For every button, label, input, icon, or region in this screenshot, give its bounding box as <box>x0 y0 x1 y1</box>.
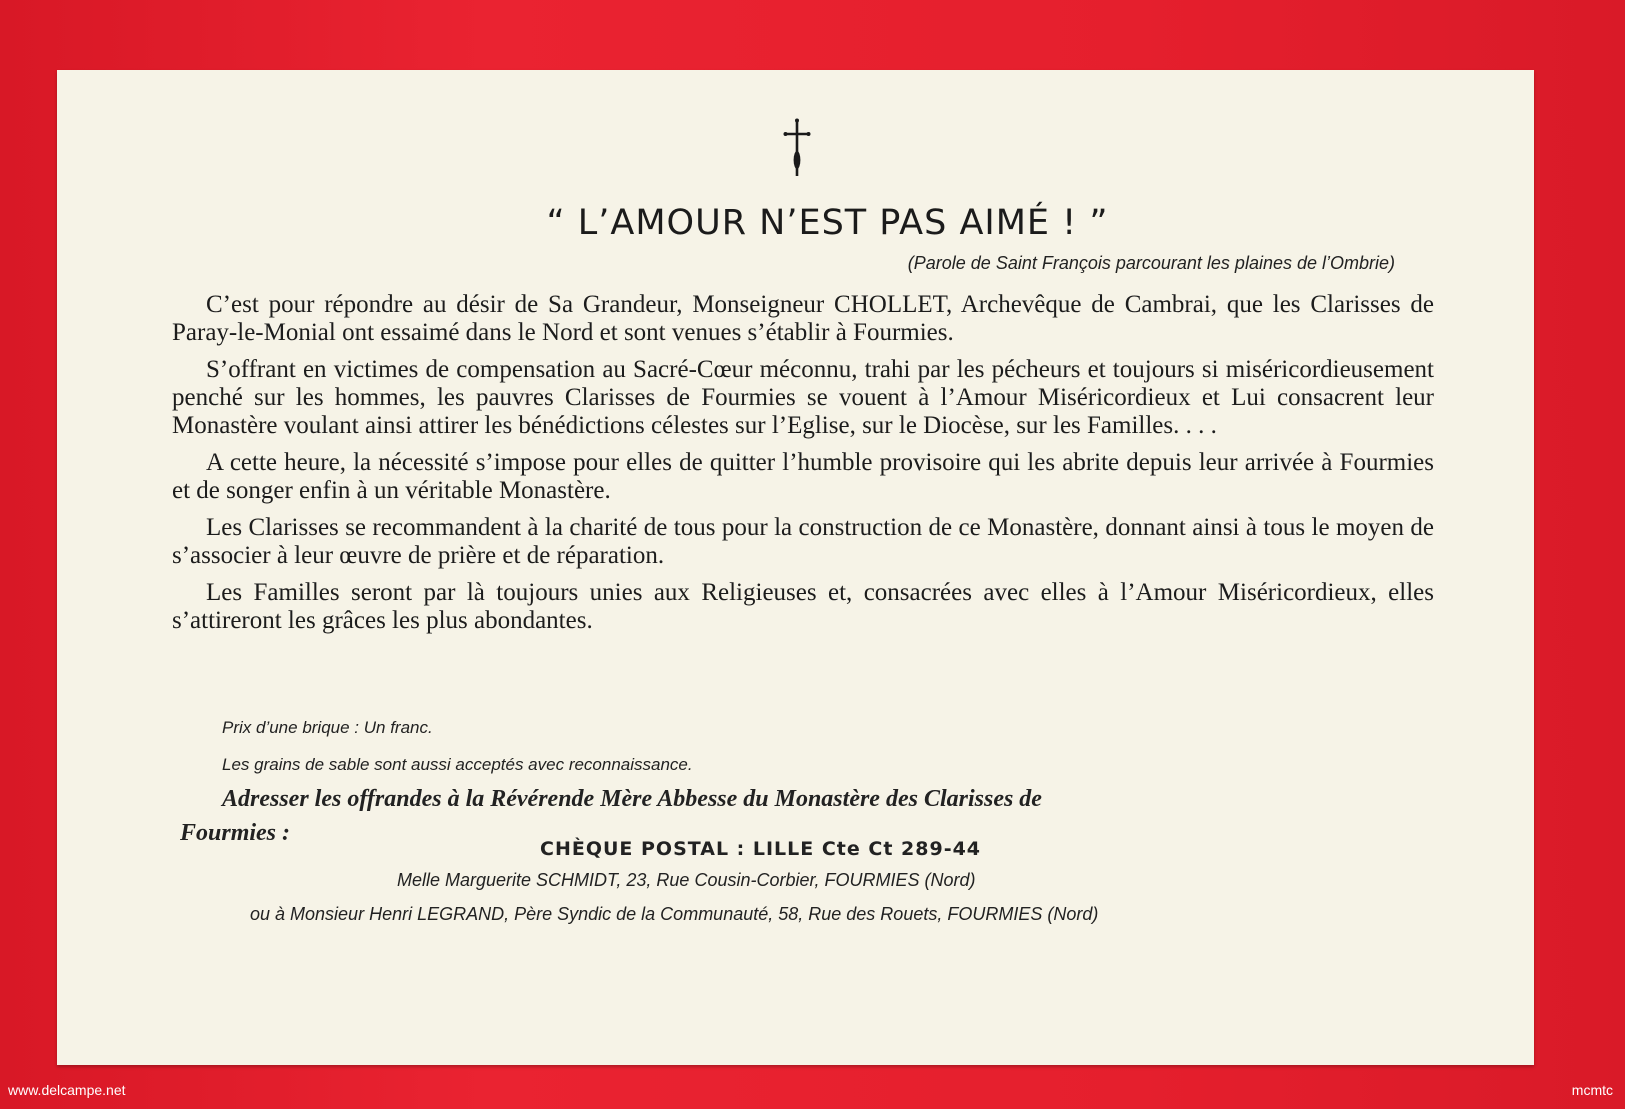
body-paragraph: A cette heure, la nécessité s’impose pour elles de quitter l’humble provisoire qui les abrite depuis leur arrivée à Fourmies et de songer enfin à un véritable Monastère. <box>172 449 1434 504</box>
postal-cheque: CHÈQUE POSTAL : LILLE Cte Ct 289-44 <box>540 838 982 860</box>
watermark-left: www.delcampe.net <box>8 1082 126 1098</box>
body-paragraph: Les Clarisses se recommandent à la charité de tous pour la construction de ce Monastère, donnant ainsi à tous le moyen de s’associer à leur œuvre de prière et de réparation. <box>172 514 1434 569</box>
card-subtitle: (Parole de Saint François parcourant les plaines de l’Ombrie) <box>907 253 1395 273</box>
body-paragraph: S’offrant en victimes de compensation au Sacré-Cœur méconnu, trahi par les pécheurs et toujours si miséricordieusement penché sur les hommes, les pauvres Clarisses de Fourmies se vouent à l’Amour Miséricordieux et Lui consacrent leur Monastère voulant ainsi attirer les bénédictions célestes sur l’Eglise, sur le Diocèse, sur les Familles. . . . <box>172 356 1434 439</box>
address-line-2: Fourmies : <box>180 820 291 846</box>
sand-grains-note: Les grains de sable sont aussi acceptés avec reconnaissance. <box>222 755 693 774</box>
card-title: “ L’AMOUR N’EST PAS AIMÉ ! ” <box>546 203 1109 243</box>
body-paragraph: C’est pour répondre au désir de Sa Grandeur, Monseigneur CHOLLET, Archevêque de Cambrai, que les Clarisses de Paray-le-Monial ont essaimé dans le Nord et sont venues s’établir à Fourmies. <box>172 291 1434 346</box>
contact-schmidt: Melle Marguerite SCHMIDT, 23, Rue Cousin-Corbier, FOURMIES (Nord) <box>397 870 976 890</box>
cross-icon <box>782 118 812 178</box>
body-paragraph: Les Familles seront par là toujours unies aux Religieuses et, consacrées avec elles à l’Amour Miséricordieux, elles s’attireront les grâces les plus abondantes. <box>172 579 1434 634</box>
card-body <box>172 291 1434 644</box>
watermark-right: mcmtc <box>1571 1082 1613 1098</box>
brick-price: Prix d’une brique : Un franc. <box>222 718 433 737</box>
contact-legrand: ou à Monsieur Henri LEGRAND, Père Syndic de la Communauté, 58, Rue des Rouets, FOURMIES (Nord) <box>250 904 1099 924</box>
address-line-1: Adresser les offrandes à la Révérende Mère Abbesse du Monastère des Clarisses de <box>222 786 1042 812</box>
